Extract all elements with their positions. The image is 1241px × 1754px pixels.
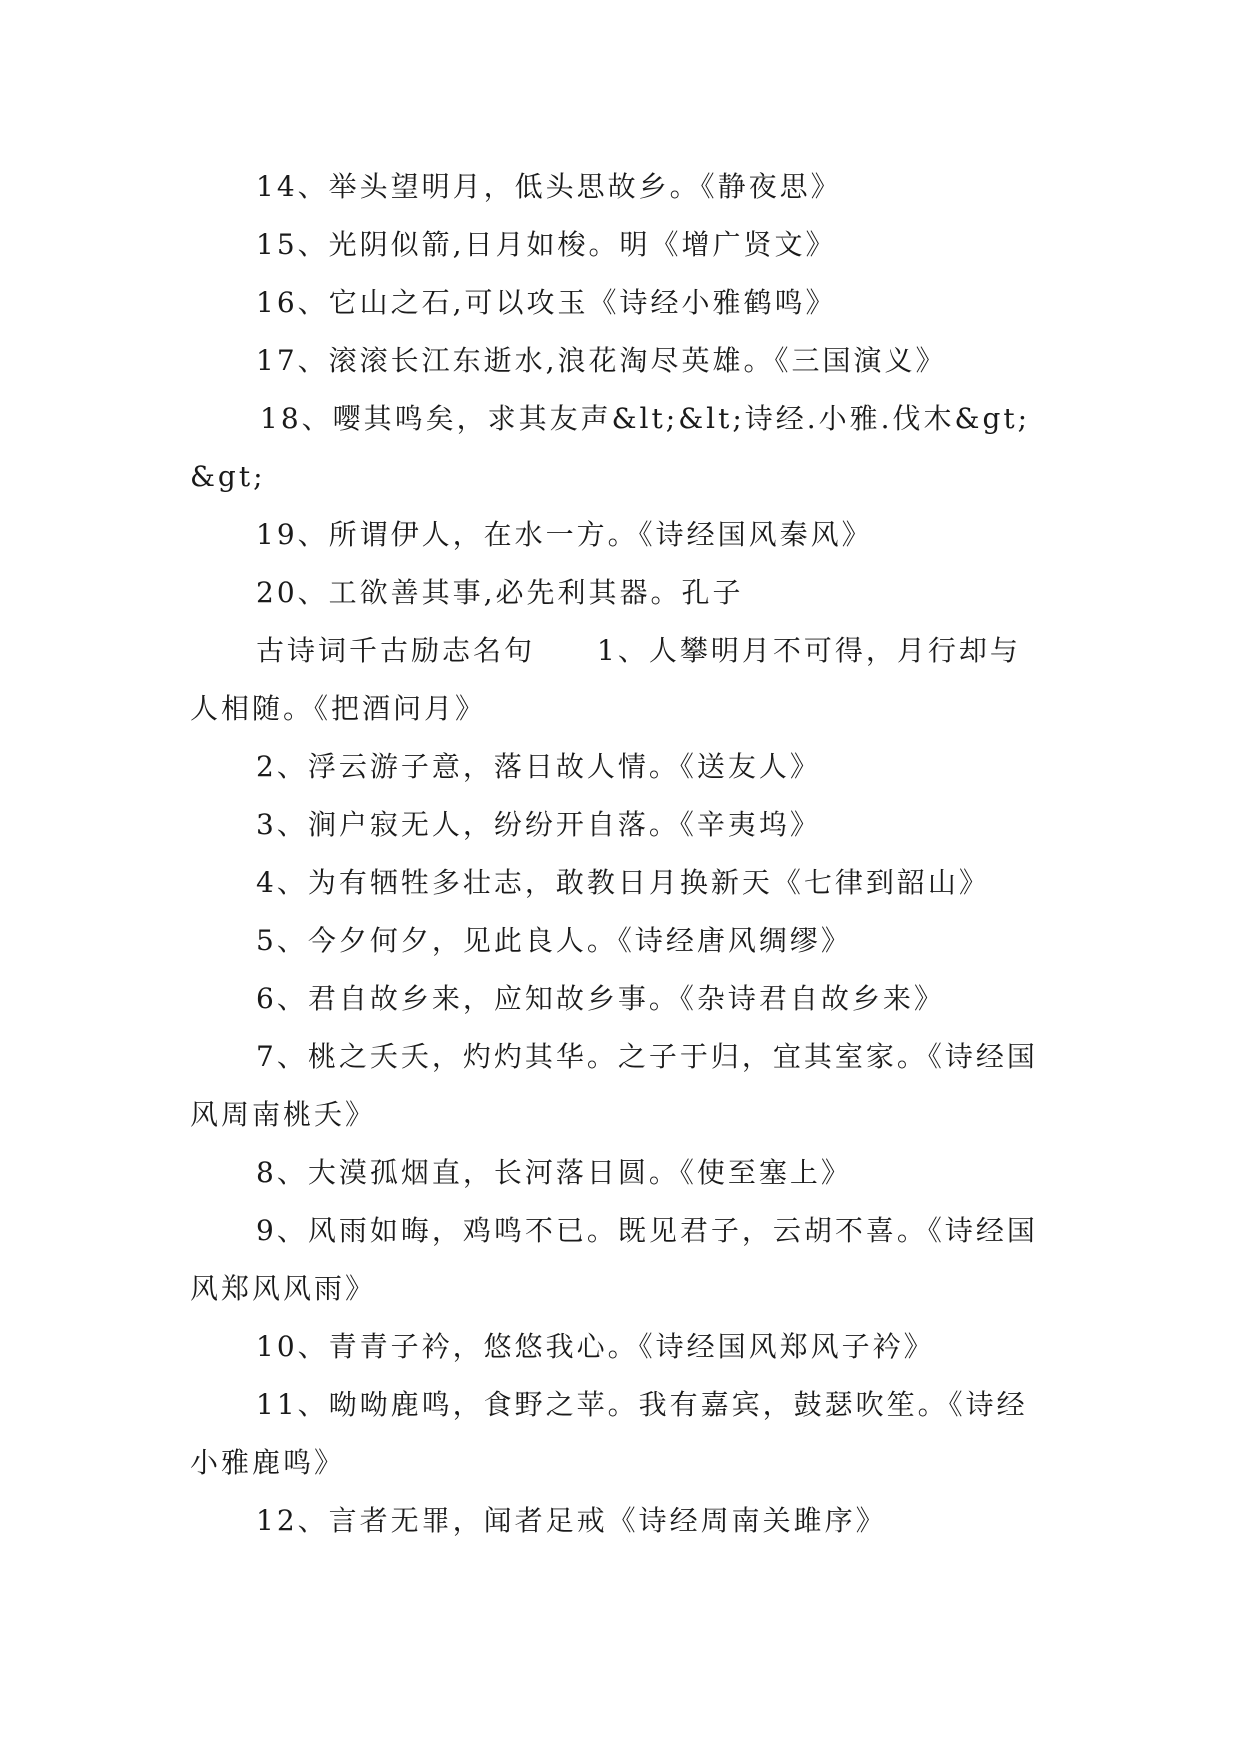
paragraph: 2、浮云游子意，落日故人情。《送友人》 [256, 750, 821, 783]
paragraph: 8、大漠孤烟直，长河落日圆。《使至塞上》 [256, 1156, 852, 1189]
paragraph: 19、所谓伊人，在水一方。《诗经国风秦风》 [256, 518, 873, 551]
paragraph: 7、桃之夭夭，灼灼其华。之子于归，宜其室家。《诗经国风周南桃夭》 [190, 1040, 1038, 1131]
paragraph: 6、君自故乡来，应知故乡事。《杂诗君自故乡来》 [256, 982, 945, 1015]
paragraph: 17、滚滚长江东逝水,浪花淘尽英雄。《三国演义》 [256, 344, 947, 377]
document-body [190, 158, 1050, 1550]
paragraph: 5、今夕何夕，见此良人。《诗经唐风绸缪》 [256, 924, 852, 957]
paragraph: 18、嘤其鸣矣，求其友声&lt;&lt;诗经.小雅.伐木&gt;&gt; [190, 402, 1031, 493]
paragraph: 12、言者无罪，闻者足戒《诗经周南关雎序》 [256, 1504, 887, 1537]
paragraph: 4、为有牺牲多壮志，敢教日月换新天《七律到韶山》 [256, 866, 990, 899]
paragraph: 11、呦呦鹿鸣，食野之苹。我有嘉宾，鼓瑟吹笙。《诗经小雅鹿鸣》 [190, 1388, 1028, 1479]
paragraph: 15、光阴似箭,日月如梭。明《增广贤文》 [256, 228, 837, 261]
paragraph: 16、它山之石,可以攻玉《诗经小雅鹤鸣》 [256, 286, 837, 319]
paragraph: 10、青青子衿，悠悠我心。《诗经国风郑风子衿》 [256, 1330, 935, 1363]
paragraph: 14、举头望明月，低头思故乡。《静夜思》 [256, 170, 842, 203]
paragraph: 9、风雨如晦，鸡鸣不已。既见君子，云胡不喜。《诗经国风郑风风雨》 [190, 1214, 1038, 1305]
paragraph: 3、涧户寂无人，纷纷开自落。《辛夷坞》 [256, 808, 821, 841]
paragraph: 20、工欲善其事,必先利其器。孔子 [256, 576, 744, 609]
paragraph: 古诗词千古励志名句 1、人攀明月不可得，月行却与人相随。《把酒问月》 [190, 634, 1021, 725]
